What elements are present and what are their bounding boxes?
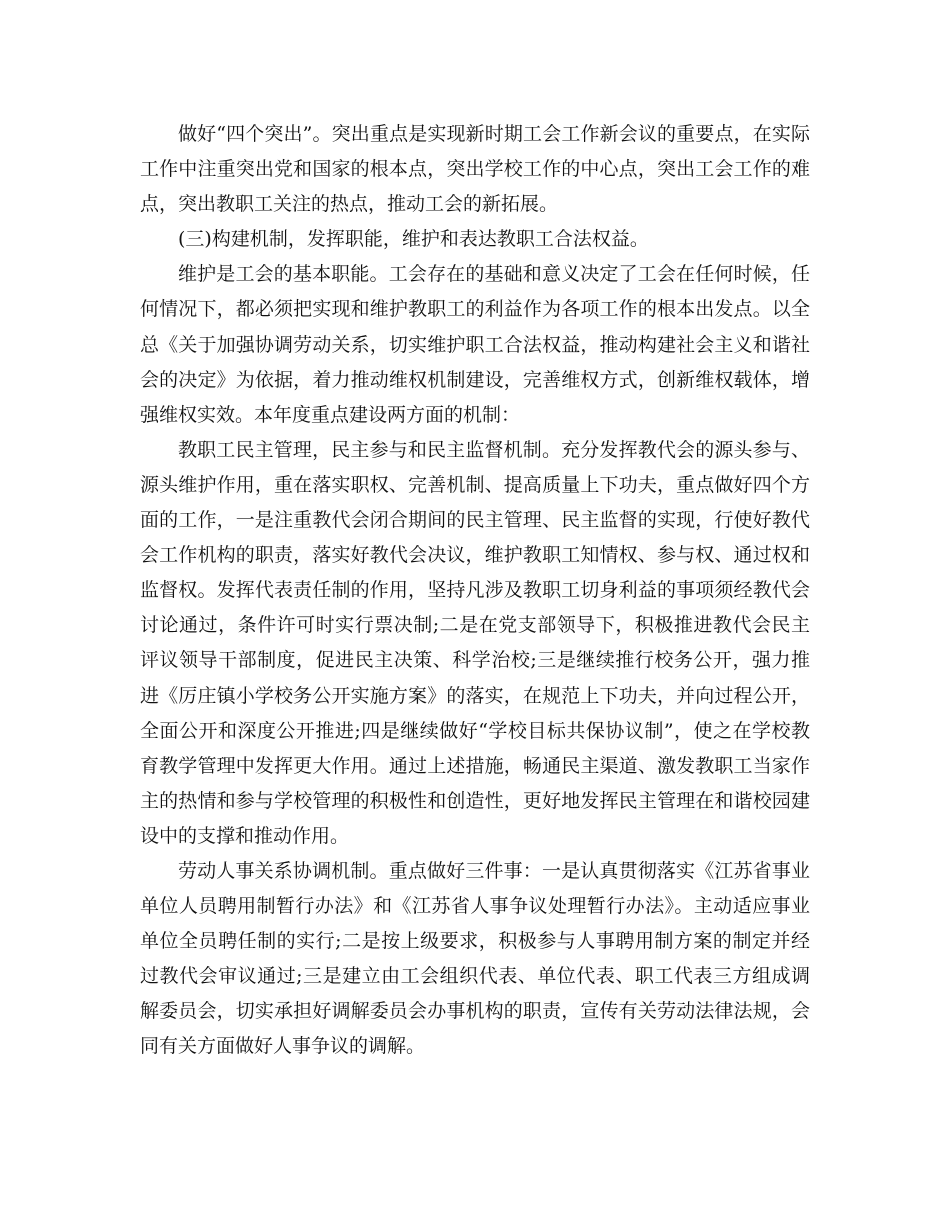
paragraph-rights-protection: 维护是工会的基本职能。工会存在的基础和意义决定了工会在任何时候，任何情况下，都必须把实现和维护教职工的利益作为各项工作的根本出发点。以全总《关于加强协调劳动关系，切实维护职工合法权益，推动构建社会主义和谐社会的决定》为依据，着力推动维权机制建设，完善维权方式，创新维权载体，增强维权实效。本年度重点建设两方面的机制： bbox=[140, 263, 810, 426]
paragraph-labor-relations: 劳动人事关系协调机制。重点做好三件事：一是认真贯彻落实《江苏省事业单位人员聘用制暂行办法》和《江苏省人事争议处理暂行办法》。主动适应事业单位全员聘任制的实行;二是按上级要求，积极参与人事聘用制方案的制定并经过教代会审议通过;三是建立由工会组织代表、单位代表、职工代表三方组成调解委员会，切实承担好调解委员会办事机构的职责，宣传有关劳动法律法规，会同有关方面做好人事争议的调解。 bbox=[140, 859, 810, 1058]
paragraph-four-highlights: 做好“四个突出”。突出重点是实现新时期工会工作新会议的重要点，在实际工作中注重突出党和国家的根本点，突出学校工作的中心点，突出工会工作的难点，突出教职工关注的热点，推动工会的新拓展。 bbox=[140, 123, 810, 216]
section-heading-three: (三)构建机制，发挥职能，维护和表达教职工合法权益。 bbox=[178, 228, 649, 251]
document-body bbox=[140, 117, 810, 1065]
paragraph-democratic-management: 教职工民主管理，民主参与和民主监督机制。充分发挥教代会的源头参与、源头维护作用，重在落实职权、完善机制、提高质量上下功夫，重点做好四个方面的工作，一是注重教代会闭合期间的民主管理、民主监督的实现，行使好教代会工作机构的职责，落实好教代会决议，维护教职工知情权、参与权、通过权和监督权。发挥代表责任制的作用，坚持凡涉及教职工切身利益的事项须经教代会讨论通过，条件许可时实行票决制;二是在党支部领导下，积极推进教代会民主评议领导干部制度，促进民主决策、科学治校;三是继续推行校务公开，强力推进《厉庄镇小学校务公开实施方案》的落实，在规范上下功夫，并向过程公开，全面公开和深度公开推进;四是继续做好“学校目标共保协议制”，使之在学校教育教学管理中发挥更大作用。通过上述措施，畅通民主渠道、激发教职工当家作主的热情和参与学校管理的积极性和创造性，更好地发挥民主管理在和谐校园建设中的支撑和推动作用。 bbox=[140, 438, 810, 847]
